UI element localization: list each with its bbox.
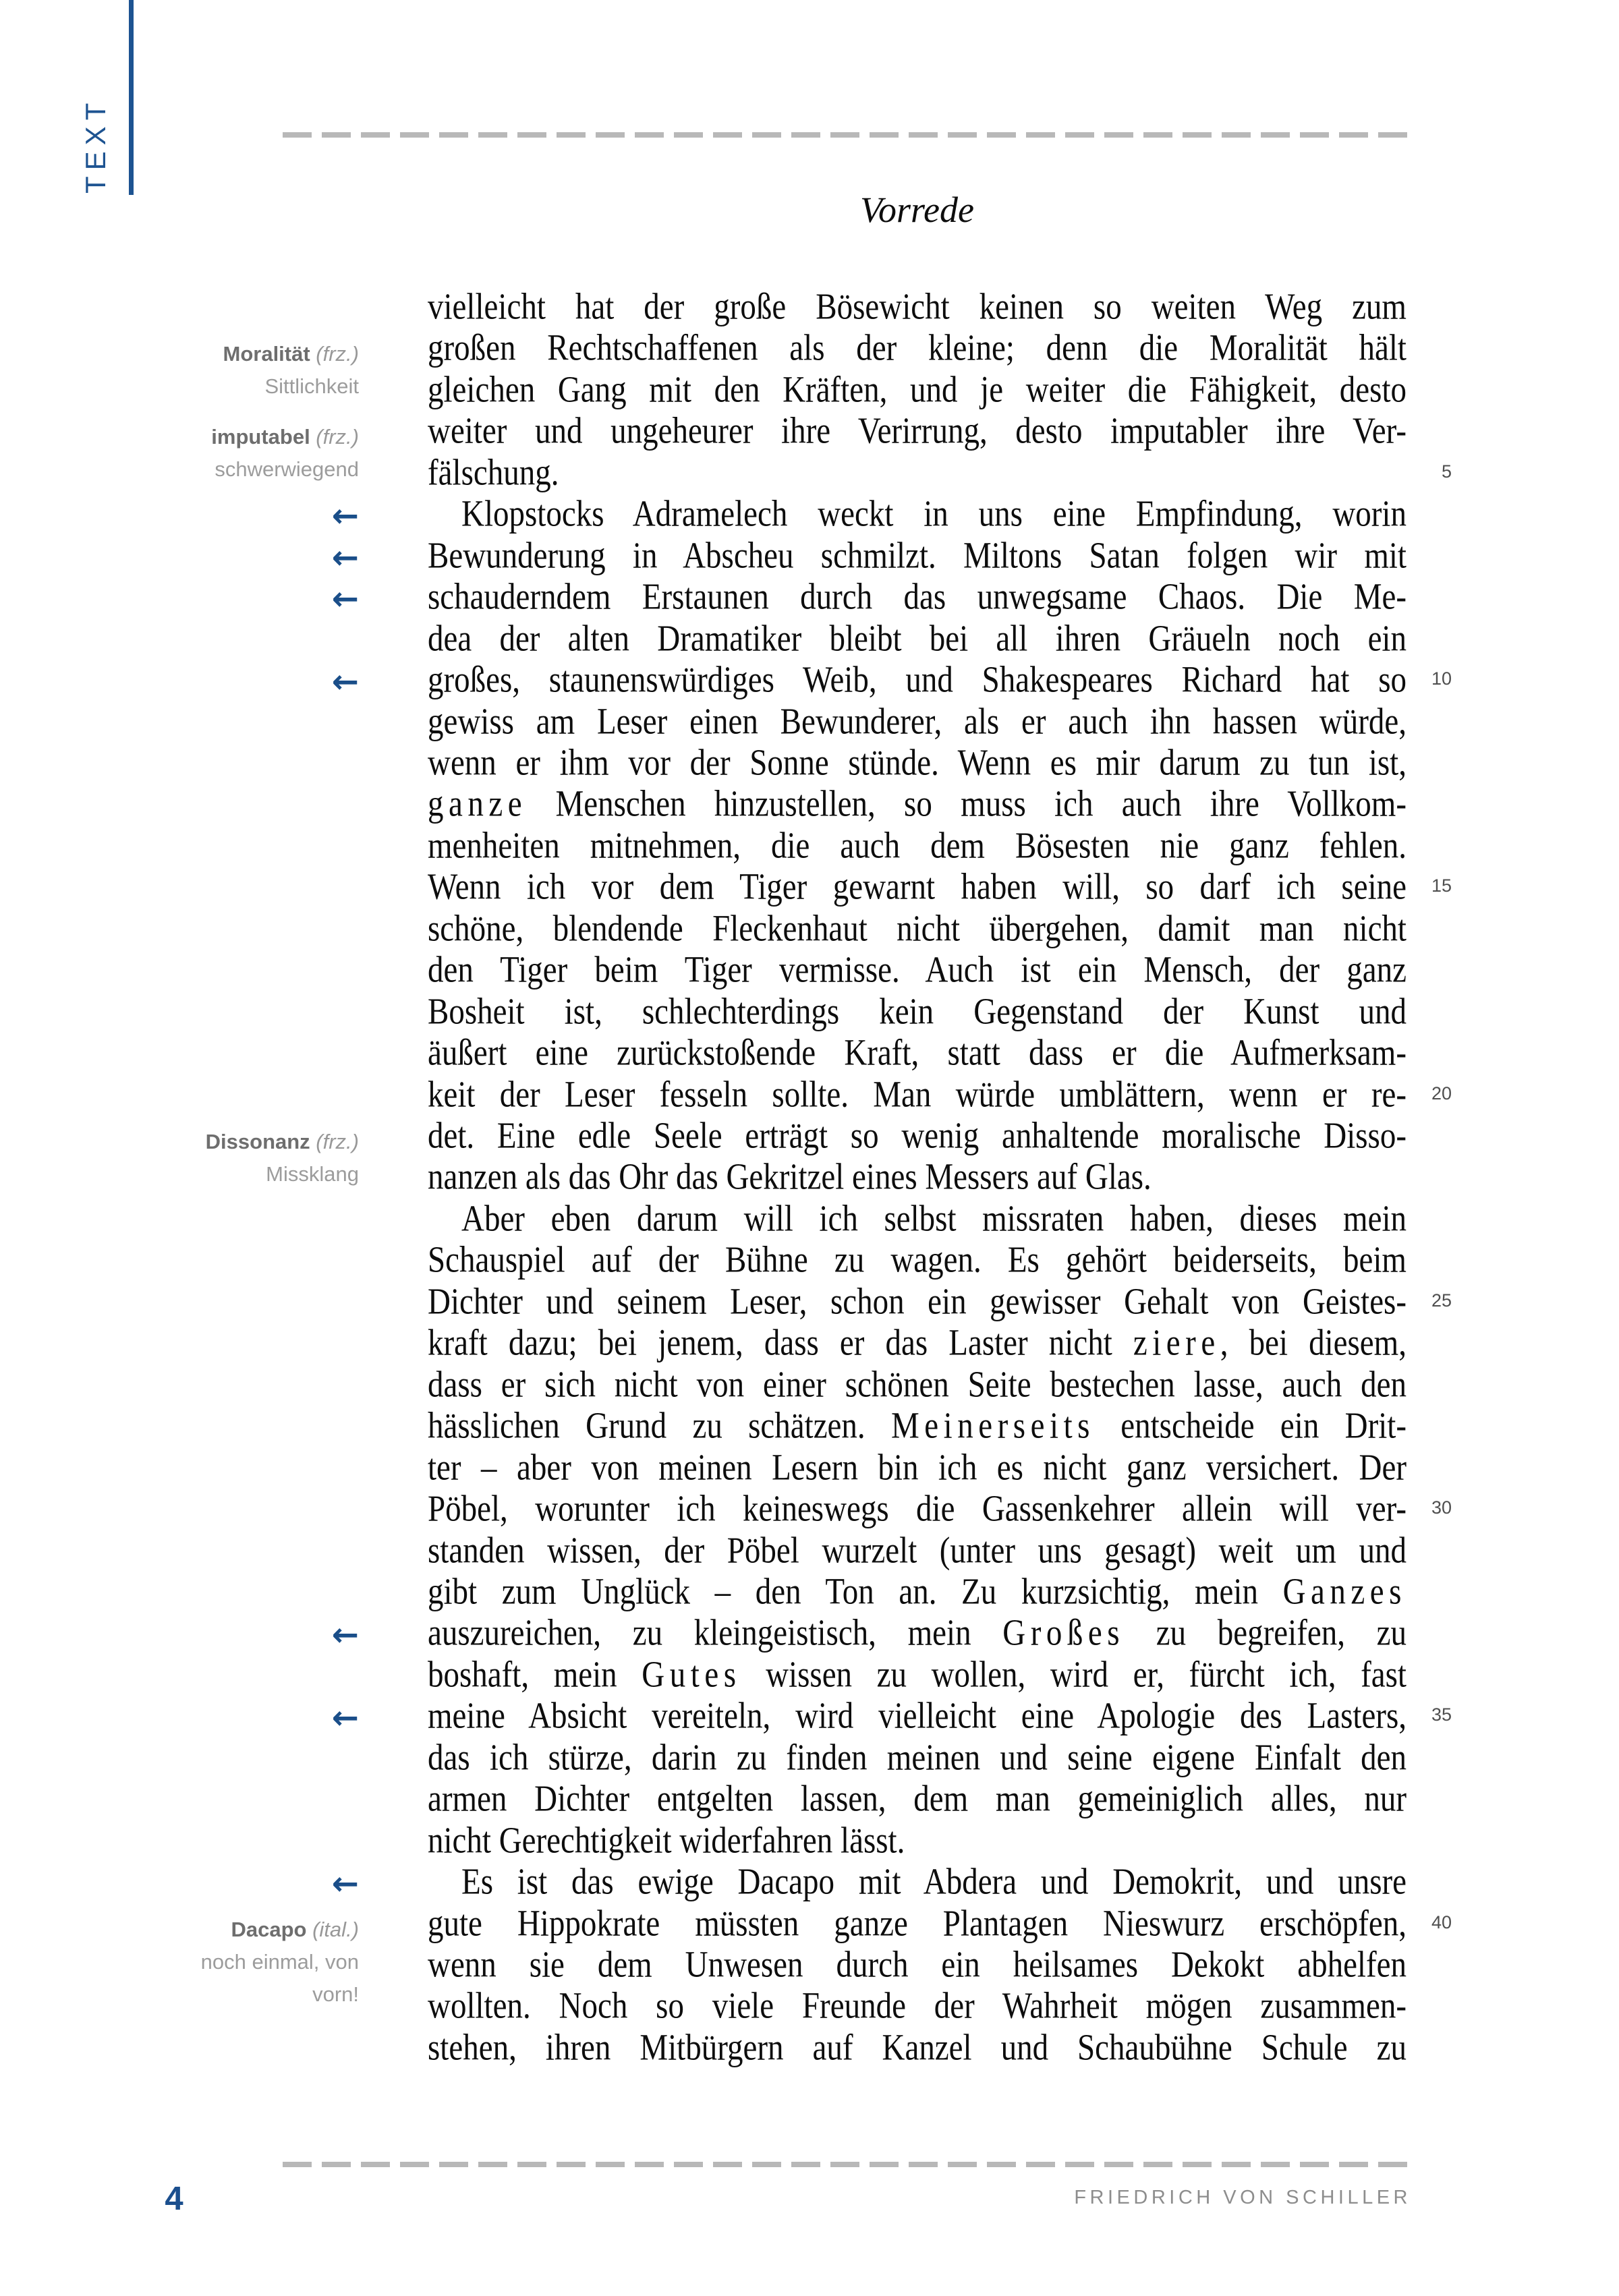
body-line: keit der Leser fesseln sollte. Man würde umblättern, wenn er re- [428,1073,1407,1116]
margin-note-term: Moralität [223,342,310,366]
body-line: gute Hippokrate müssten ganze Plantagen Nieswurz erschöpfen, [428,1902,1407,1945]
margin-note [155,338,359,403]
page-number: 4 [165,2181,183,2217]
margin-note-term-line [155,1126,359,1158]
left-arrow-icon: ← [331,1865,359,1903]
margin-note-definition: schwerwiegend [215,457,359,482]
line-number: 5 [1441,461,1452,482]
body-line: äußert eine zurückstoßende Kraft, statt dass er die Aufmerksam- [428,1032,1407,1074]
margin-note [155,1914,359,2011]
margin-note-definition: vorn! [312,1982,359,2006]
letterspaced-word: ganze [428,783,528,826]
line-number: 25 [1431,1290,1452,1311]
margin-note-definition: Missklang [266,1162,359,1186]
body-line: weiter und ungeheurer ihre Verirrung, desto imputabler ihre Ver- [428,410,1407,453]
margin-note-language: (frz.) [310,425,359,449]
body-line: hässlichen Grund zu schätzen. Meinerseits entscheide ein Drit- [428,1405,1407,1447]
page-title: Vorrede [860,190,974,230]
left-arrow-icon: ← [331,663,359,701]
body-line: wollten. Noch so viele Freunde der Wahrheit mögen zusammen- [428,1985,1407,2028]
body-line: stehen, ihren Mitbürgern auf Kanzel und Schaubühne Schule zu [428,2027,1407,2069]
left-arrow-icon: ← [331,497,359,536]
body-line: kraft dazu; bei jenem, dass er das Laster nicht ziere, bei diesem, [428,1322,1407,1364]
line-number: 30 [1431,1497,1452,1518]
top-divider [283,132,1411,138]
body-line: boshaft, mein Gutes wissen zu wollen, wird er, fürcht ich, fast [428,1654,1407,1696]
body-line: dea der alten Dramatiker bleibt bei all ihren Gräueln noch ein [428,617,1407,660]
body-line: det. Eine edle Seele erträgt so wenig anhaltende moralische Disso- [428,1115,1407,1157]
margin-note [155,1126,359,1190]
body-line: großes, staunenswürdiges Weib, und Shakespeares Richard hat so [428,659,1407,701]
body-line: schauderndem Erstaunen durch das unwegsame Chaos. Die Me- [428,576,1407,618]
margin-note-term-line [155,338,359,370]
body-line: das ich stürze, darin zu finden meinen und seine eigene Einfalt den [428,1737,1407,1779]
running-footer: FRIEDRICH VON SCHILLER [1074,2187,1411,2208]
body-line: nanzen als das Ohr das Gekritzel eines Messers auf Glas. [428,1156,1152,1199]
body-line: Aber eben darum will ich selbst missraten haben, dieses mein [461,1198,1407,1240]
body-line: großen Rechtschaffenen als der kleine; denn die Moralität hält [428,327,1407,370]
left-arrow-icon: ← [331,538,359,577]
body-line: ganze Menschen hinzustellen, so muss ich auch ihre Vollkom- [428,783,1407,826]
margin-note-language: (frz.) [310,342,359,366]
section-edge-rule [129,0,134,195]
letterspaced-word: ziere [1133,1322,1220,1364]
line-number: 15 [1431,876,1452,896]
line-number: 35 [1431,1704,1452,1725]
body-line: schöne, blendende Fleckenhaut nicht übergehen, damit man nicht [428,908,1407,950]
body-line: gewiss am Leser einen Bewunderer, als er auch ihn hassen würde, [428,700,1407,743]
letterspaced-word: Meinerseits [890,1405,1095,1447]
left-arrow-icon: ← [331,1616,359,1655]
letterspaced-word: Gutes [642,1654,741,1696]
body-line: Wenn ich vor dem Tiger gewarnt haben will, so darf ich seine [428,866,1407,908]
section-label: TEXT [80,96,111,194]
body-line: Es ist das ewige Dacapo mit Abdera und Demokrit, und unsre [461,1861,1407,1903]
line-number: 10 [1431,668,1452,689]
margin-note-term: Dissonanz [205,1130,310,1153]
body-line: Bewunderung in Abscheu schmilzt. Miltons Satan folgen wir mit [428,535,1407,577]
body-line: wenn er ihm vor der Sonne stünde. Wenn es mir darum zu tun ist, [428,742,1407,784]
margin-note-term-line [155,1914,359,1946]
letterspaced-word: Großes [1002,1612,1125,1655]
margin-note-definition: noch einmal, von [200,1949,359,1974]
body-line: gleichen Gang mit den Kräften, und je weiter die Fähigkeit, desto [428,369,1407,411]
margin-note [155,421,359,486]
margin-note-language: (frz.) [310,1130,359,1153]
body-line: Pöbel, worunter ich keineswegs die Gassenkehrer allein will ver- [428,1488,1407,1530]
body-line: menheiten mitnehmen, die auch dem Bösesten nie ganz fehlen. [428,825,1407,867]
left-arrow-icon: ← [331,1699,359,1738]
margin-note-term-line [155,421,359,453]
left-arrow-icon: ← [331,580,359,619]
body-line: standen wissen, der Pöbel wurzelt (unter uns gesagt) weit um und [428,1529,1407,1572]
body-line: gibt zum Unglück – den Ton an. Zu kurzsichtig, mein Ganzes [428,1571,1407,1613]
body-line: ter – aber von meinen Lesern bin ich es nicht ganz versichert. Der [428,1446,1407,1489]
body-line: armen Dichter entgelten lassen, dem man gemeiniglich alles, nur [428,1778,1407,1820]
margin-note-term: imputabel [211,425,310,449]
line-number: 40 [1431,1912,1452,1932]
bottom-divider [283,2162,1411,2167]
body-line: meine Absicht vereiteln, wird vielleicht eine Apologie des Lasters, [428,1695,1407,1737]
body-line: wenn sie dem Unwesen durch ein heilsames Dekokt abhelfen [428,1944,1407,1986]
margin-note-definition: Sittlichkeit [264,374,359,399]
letterspaced-word: Ganzes [1282,1571,1407,1613]
body-line: den Tiger beim Tiger vermisse. Auch ist ein Mensch, der ganz [428,949,1407,991]
body-line: vielleicht hat der große Bösewicht keinen so weiten Weg zum [428,286,1407,328]
body-line: auszureichen, zu kleingeistisch, mein Großes zu begreifen, zu [428,1612,1407,1655]
body-line: Dichter und seinem Leser, schon ein gewisser Gehalt von Geistes- [428,1281,1407,1323]
body-line: Bosheit ist, schlechterdings kein Gegenstand der Kunst und [428,990,1407,1033]
body-line: nicht Gerechtigkeit widerfahren lässt. [428,1819,905,1862]
body-line: dass er sich nicht von einer schönen Seite bestechen lasse, auch den [428,1364,1407,1406]
margin-note-term: Dacapo [231,1917,307,1941]
body-line: Schauspiel auf der Bühne zu wagen. Es gehört beiderseits, beim [428,1239,1407,1282]
line-number: 20 [1431,1083,1452,1103]
body-line: Klopstocks Adramelech weckt in uns eine Empfindung, worin [461,493,1407,535]
margin-note-language: (ital.) [306,1917,359,1941]
body-line: fälschung. [428,452,559,494]
